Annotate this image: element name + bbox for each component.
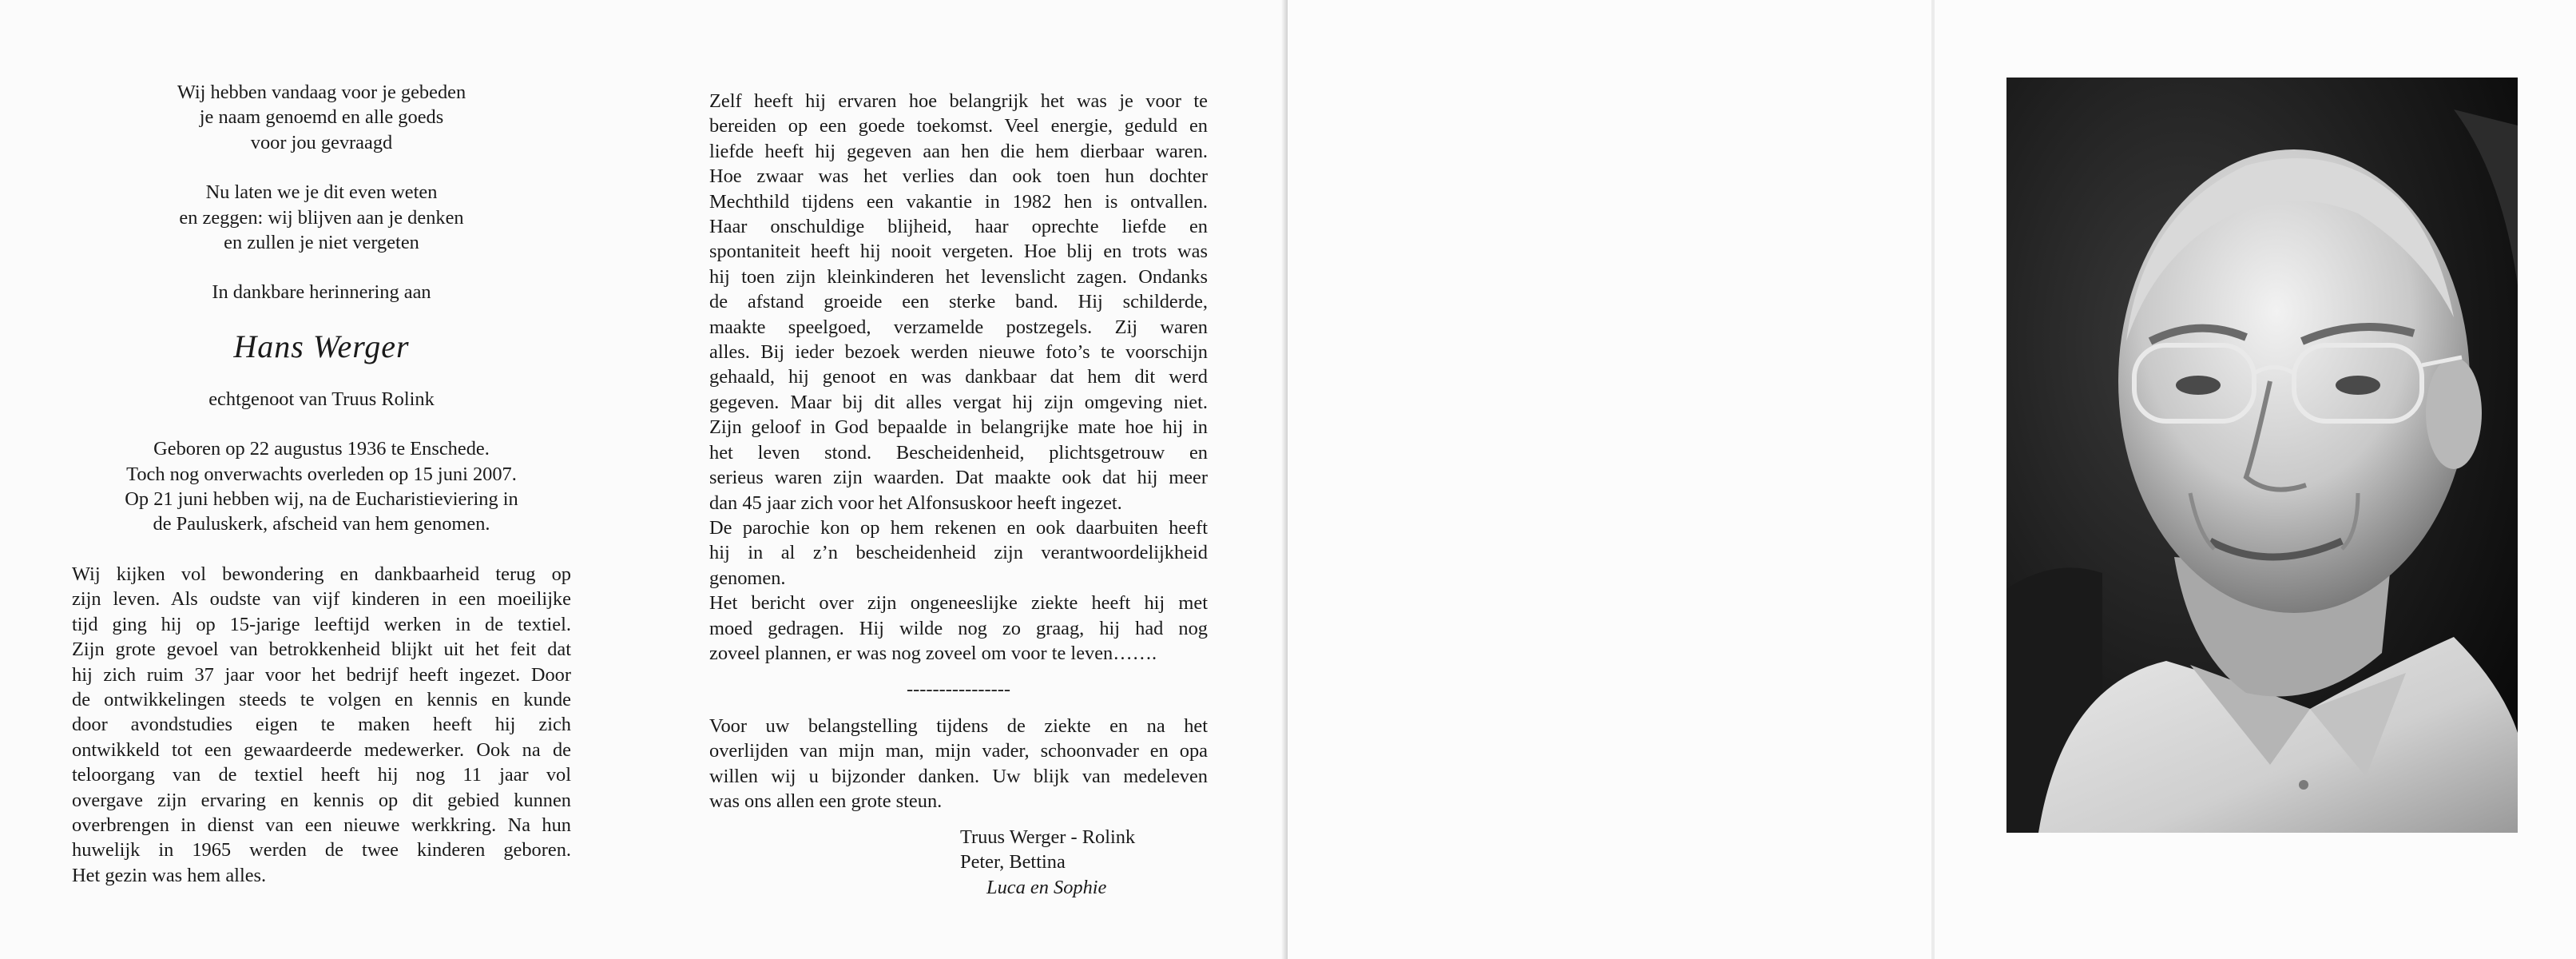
thanks-line: was ons allen een grote steun. — [709, 790, 943, 812]
signature-line-grandchildren: Luca en Sophie — [986, 876, 1107, 898]
story-line: gehaald, hij genoot en was dankbaar dat hem dit werd — [709, 366, 1208, 388]
memorial-card-inner-spread — [0, 0, 1286, 959]
story-line: moed gedragen. Hij wilde nog zo graag, hij had nog — [709, 617, 1208, 639]
poem-line: en zeggen: wij blijven aan je denken — [179, 206, 464, 229]
story-line: bereiden op een goede toekomst. Veel energie, geduld en — [709, 115, 1208, 137]
poem-line: voor jou gevraagd — [250, 131, 393, 153]
story-line: Zelf heeft hij ervaren hoe belangrijk het was je voor te — [709, 90, 1208, 112]
story-line: Mechthild tijdens een vakantie in 1982 hen is ontvallen. — [709, 190, 1208, 213]
story-line: hij toen zijn kleinkinderen het levenslicht zagen. Ondanks — [709, 265, 1208, 288]
bio-line: door avondstudies eigen te maken heeft hij zich — [72, 714, 571, 736]
story-line: liefde heeft hij gegeven aan hen die hem dierbaar waren. — [709, 140, 1208, 162]
bio-line: Wij kijken vol bewondering en dankbaarheid terug op — [72, 563, 571, 585]
signature-block — [960, 825, 1135, 900]
date-line: de Pauluskerk, afscheid van hem genomen. — [153, 513, 490, 535]
story-line: serieus waren zijn waarden. Dat maakte ook dat hij meer — [709, 467, 1208, 489]
story-line: de afstand groeide een sterke band. Hij schilderde, — [709, 291, 1208, 313]
bio-line: tijd ging hij op 15-jarige leeftijd werken in de textiel. — [72, 613, 571, 635]
signature-line: Truus Werger - Rolink — [960, 826, 1136, 848]
dates-block — [72, 436, 571, 537]
bio-line: hij zich ruim 37 jaar voor het bedrijf heeft ingezet. Door — [72, 663, 571, 686]
bio-line: huwelijk in 1965 werden de twee kinderen geboren. — [72, 839, 571, 862]
poem-line: Nu laten we je dit even weten — [205, 181, 438, 204]
separator-line: ---------------- — [907, 678, 1010, 701]
remembrance-label: In dankbare herinnering aan — [212, 281, 431, 304]
story-line: genomen. — [709, 567, 786, 589]
story-line: Haar onschuldige blijheid, haar oprechte liefde en — [709, 216, 1208, 238]
bio-line: teloorgang van de textiel heeft hij nog 11 jaar vol — [72, 764, 571, 786]
bio-line: overgave zijn ervaring en kennis op dit gebied kunnen — [72, 789, 571, 811]
date-line: Op 21 juni hebben wij, na de Eucharistieviering in — [125, 488, 518, 511]
right-column — [709, 89, 1208, 814]
poem-line: Wij hebben vandaag voor je gebeden — [177, 82, 466, 103]
story-line: zoveel plannen, er was nog zoveel om voor te leven……. — [709, 642, 1157, 664]
thanks-line: willen wij u bijzonder danken. Uw blijk van medeleven — [709, 765, 1208, 787]
date-line: Geboren op 22 augustus 1936 te Enschede. — [153, 438, 490, 460]
card-fold-outer — [1931, 0, 1935, 959]
portrait-photo — [2006, 78, 2518, 833]
bio-line: Zijn grote gevoel van betrokkenheid blijkt uit het feit dat — [72, 639, 571, 661]
bio-line: Het gezin was hem alles. — [72, 864, 267, 886]
story-line: spontaniteit heeft hij nooit vergeten. Hoe blij en trots was — [709, 241, 1208, 263]
story-line: het leven stond. Bescheidenheid, plichtsgetrouw en — [709, 441, 1208, 464]
poem-stanza-1 — [72, 80, 571, 155]
signature-line: Peter, Bettina — [960, 851, 1066, 873]
bio-line: zijn leven. Als oudste van vijf kinderen in een moeilijke — [72, 588, 571, 611]
deceased-name: Hans Werger — [233, 328, 410, 364]
story-line: hij in al z’n bescheidenheid zijn verantwoordelijkheid — [709, 542, 1208, 564]
date-line: Toch nog onverwachts overleden op 15 juni 2007. — [126, 463, 517, 485]
bio-line: overbrengen in dienst van een nieuwe werkkring. Na hun — [72, 814, 571, 836]
thanks-line: Voor uw belangstelling tijdens de ziekte en na het — [709, 714, 1208, 737]
thanks-line: overlijden van mijn man, mijn vader, schoonvader en opa — [709, 740, 1208, 762]
story-line: alles. Bij ieder bezoek werden nieuwe foto’s te voorschijn — [709, 341, 1208, 364]
story-line: Zijn geloof in God bepaalde in belangrijke mate hoe hij in — [709, 416, 1208, 439]
life-story-text — [709, 89, 1208, 666]
story-line: Hoe zwaar was het verlies dan ook toen hun dochter — [709, 165, 1208, 188]
poem-stanza-2 — [72, 180, 571, 255]
portrait-image — [2006, 78, 2518, 833]
story-line: gegeven. Maar bij dit alles vergat hij zijn omgeving niet. — [709, 391, 1208, 413]
bio-line: ontwikkeld tot een gewaardeerde medewerker. Ook na de — [72, 738, 571, 761]
story-line: maakte speelgoed, verzamelde postzegels. Zij waren — [709, 316, 1208, 338]
biography-text — [72, 562, 571, 888]
thanks-text — [709, 714, 1208, 814]
story-line: Het bericht over zijn ongeneeslijke ziekte heeft hij met — [709, 592, 1208, 615]
left-column — [72, 80, 571, 888]
story-line: dan 45 jaar zich voor het Alfonsuskoor heeft ingezet. — [709, 491, 1122, 514]
poem-line: en zullen je niet vergeten — [224, 232, 419, 254]
spouse-line: echtgenoot van Truus Rolink — [208, 388, 435, 410]
story-line: De parochie kon op hem rekenen en ook daarbuiten heeft — [709, 516, 1208, 539]
poem-line: je naam genoemd en alle goeds — [199, 106, 444, 129]
bio-line: de ontwikkelingen steeds te volgen en kennis en kunde — [72, 688, 571, 710]
